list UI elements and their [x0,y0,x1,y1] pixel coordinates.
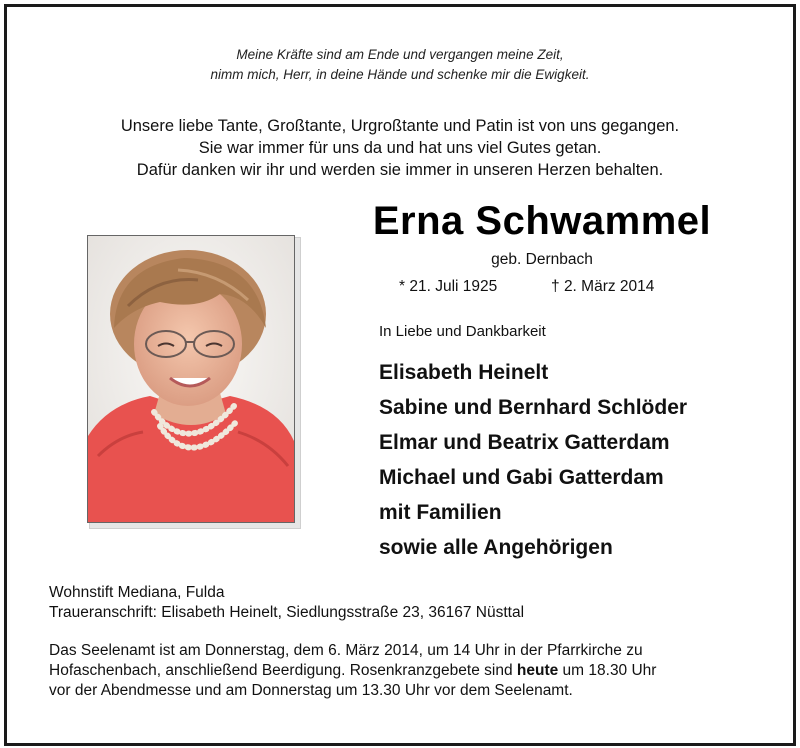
service-line-3: vor der Abendmesse und am Donnerstag um 13.30 Uhr vor dem Seelenamt. [49,682,573,699]
mourners-list [379,355,687,565]
obituary-notice [4,4,796,746]
service-info [49,641,779,701]
mourner-name: Sabine und Bernhard Schlöder [379,396,688,419]
mourner-name: mit Familien [379,501,502,524]
mourner-name: Elmar und Beatrix Gatterdam [379,431,670,454]
birth-date-text: 21. Juli 1925 [409,278,498,295]
intro-line-2: Sie war immer für uns da und hat uns viel Gutes getan. [198,139,602,157]
mourner-name: Elisabeth Heinelt [379,361,549,384]
service-line-2-post: um 18.30 Uhr [558,662,657,679]
birth-star-icon: * [399,278,406,295]
service-today: heute [516,662,559,679]
birth-date [399,278,497,296]
intro-line-1: Unsere liebe Tante, Großtante, Urgroßtante und Patin ist von uns gegangen. [120,117,680,135]
deceased-name: Erna Schwammel [372,199,712,243]
maiden-name: geb. Dernbach [491,251,593,268]
mourners-heading: In Liebe und Dankbarkeit [379,323,546,340]
intro-line-3: Dafür danken wir ihr und werden sie immer in unseren Herzen behalten. [136,161,664,179]
service-line-2-pre: Hofaschenbach, anschließend Beerdigung. Rosenkranzgebete sind [49,662,517,679]
cross-icon: † [551,278,560,295]
portrait-photo [87,235,295,523]
address-block [49,583,779,623]
service-line-2 [49,661,779,681]
verse-line-2: nimm mich, Herr, in deine Hände und schenke mir die Ewigkeit. [210,67,590,82]
intro-text [7,115,793,181]
verse [7,45,793,85]
portrait-illustration [88,236,294,522]
service-line-1: Das Seelenamt ist am Donnerstag, dem 6. März 2014, um 14 Uhr in der Pfarrkirche zu [49,642,643,659]
death-date [551,278,654,296]
mourner-name: Michael und Gabi Gatterdam [379,466,664,489]
death-date-text: 2. März 2014 [563,278,655,295]
mourner-name: sowie alle Angehörigen [379,536,613,559]
residence: Wohnstift Mediana, Fulda [49,584,225,601]
verse-line-1: Meine Kräfte sind am Ende und vergangen meine Zeit, [236,47,564,62]
mourning-address: Traueranschrift: Elisabeth Heinelt, Siedlungsstraße 23, 36167 Nüsttal [49,604,525,621]
